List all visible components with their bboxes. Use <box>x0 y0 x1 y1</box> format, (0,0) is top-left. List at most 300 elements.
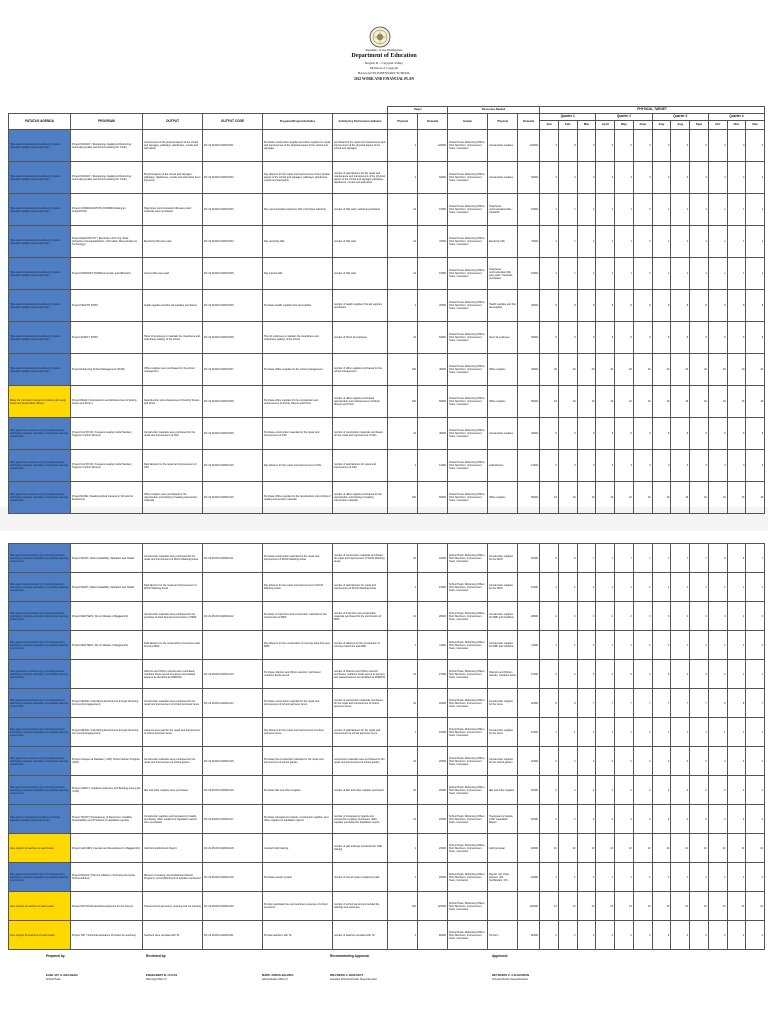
month-target-cell: 10 <box>690 834 709 863</box>
month-target-cell: 10 <box>727 834 746 863</box>
recommending-block <box>330 954 377 981</box>
month-target-cell: 20 <box>633 354 652 386</box>
human-resource-cell: School Head, Disbursing Officer, SGC Members, Improvement Team, Canvasser <box>448 776 488 805</box>
month-target-cell: 1 <box>540 194 559 226</box>
month-target-cell: 2 <box>727 747 746 776</box>
physical-resource-cell: Transparency boards, COR, Liquidation Report <box>488 805 518 834</box>
output-cell: Paid laborers for the repair and improvement of CRs <box>143 450 203 482</box>
month-target-cell: 2 <box>596 805 615 834</box>
target-financial-cell: 62000 <box>418 162 448 194</box>
month-target-cell: 8 <box>633 290 652 322</box>
month-target-cell: 2 <box>671 805 690 834</box>
month-target-cell: 20 <box>652 354 671 386</box>
month-target-cell: 1 <box>708 863 727 892</box>
program-cell: Project READ ( Reproduction and Enhancement of Activity sheets and Prints ) <box>71 386 143 418</box>
target-physical-cell: 160 <box>388 482 418 514</box>
target-financial-cell: 70000 <box>418 226 448 258</box>
month-target-cell: 2 <box>708 660 727 689</box>
col-output: OUTPUT <box>143 114 203 130</box>
month-target-cell: 1 <box>690 258 709 290</box>
kpi-cell: number of laborers for the construction of concrete trash bins and MRF <box>333 631 388 660</box>
month-target-cell: 1 <box>577 631 596 660</box>
month-target-cell: 2 <box>558 805 577 834</box>
reviewed-label: Reviewed by: <box>146 954 167 958</box>
month-target-cell: 1 <box>633 573 652 602</box>
col-material: Physical <box>488 114 518 130</box>
target-physical-cell: 10 <box>388 322 418 354</box>
target-physical-cell: 1 <box>388 718 418 747</box>
col-goal: PATATAG AGENDA <box>9 114 71 130</box>
month-target-cell: 1 <box>558 718 577 747</box>
month-target-cell: 1 <box>558 573 577 602</box>
month-target-cell: 4 <box>652 162 671 194</box>
month-target-cell: 5 <box>746 418 765 450</box>
month-target-cell: 2 <box>633 660 652 689</box>
month-target-cell: 2 <box>615 747 634 776</box>
month-target-cell: 3 <box>746 602 765 631</box>
output-cell: Office supplies were purchased for the reproduction and printing of reading intervention materials <box>143 482 203 514</box>
month-target-cell: 8 <box>558 544 577 573</box>
month-target-cell: 0 <box>596 130 615 162</box>
program-cell: Project COMMUNICATION (COMMUNicating an IntegrATION) <box>71 194 143 226</box>
month-target-cell: 3 <box>558 602 577 631</box>
physical-resource-cell: Construction supplies for the WinS <box>488 544 518 573</box>
program-cell: Project TAP ( Technical Assistance Provision for teachers) <box>71 921 143 950</box>
human-resource-cell: School Head, Disbursing Officer, SGC Members, Improvement Team, Canvasser <box>448 418 488 450</box>
month-target-cell: 2 <box>577 805 596 834</box>
goal-cell: Take good care of learners by promoting learners well-being, inclusive education, and positive learning environment <box>9 631 71 660</box>
program-cell: Project TRUST (Transparency of Resources, Usability, Sustainability and Timeliness of Liquidation reports) <box>71 805 143 834</box>
output-code-cell: DC 22-05-DM 102609-005 <box>203 258 263 290</box>
output-code-cell: DC 22-05-DM 102609-018 <box>203 834 263 863</box>
human-resource-cell: School Head, Disbursing Officer, SGC Members, Improvement Team, Canvasser <box>448 482 488 514</box>
month-target-cell: 16 <box>652 386 671 418</box>
month-target-cell: 1 <box>727 258 746 290</box>
month-target-cell: 2 <box>690 776 709 805</box>
month-target-cell: 20 <box>540 354 559 386</box>
month-target-cell: 1 <box>727 226 746 258</box>
month-target-cell: 16 <box>708 482 727 514</box>
month-target-cell: 1 <box>633 631 652 660</box>
month-target-cell: 1 <box>746 863 765 892</box>
month-target-cell: 20 <box>671 354 690 386</box>
month-target-cell: 4 <box>633 162 652 194</box>
human-resource-cell: School Head, Disbursing Officer, SGC Members, Improvement Team, Canvasser <box>448 834 488 863</box>
month-target-cell: 1 <box>671 573 690 602</box>
physical-resource-cell: Electricity bills <box>488 226 518 258</box>
month-target-cell: 4 <box>596 162 615 194</box>
month-target-cell: 1 <box>746 194 765 226</box>
month-target-cell: 1 <box>558 258 577 290</box>
goal-cell: Take good care of learners by promoting learners well-being, inclusive education, and positive learning environment <box>9 660 71 689</box>
signatories <box>0 954 768 1024</box>
ppa-cell: Purchase Office supplies for the reproduction and printing of reading intervention materials <box>263 482 333 514</box>
month-target-cell: 1 <box>652 573 671 602</box>
document-page-1 <box>0 0 768 507</box>
goal-cell: Take steps to accelerate the delivery of basic education facilities and environment <box>9 354 71 386</box>
output-cell: IEC and other supplies were purchased <box>143 776 203 805</box>
month-target-cell: 1 <box>746 660 765 689</box>
human-resource-cell: School Head, Disbursing Officer, SGC Members, Improvement Team, Canvasser <box>448 258 488 290</box>
resource-financial-cell: 20000 <box>518 290 540 322</box>
month-target-cell: 7 <box>690 544 709 573</box>
output-cell: Vitamins and Others utensils were purchased, nutritious foods served to learners and wasted learners be identified as PARDOS <box>143 660 203 689</box>
program-cell: Project RAISE ( Reading Actual Interests in Schools for Excellence) <box>71 482 143 514</box>
table-row <box>9 892 765 921</box>
month-target-cell: 2 <box>708 805 727 834</box>
goal-cell: Give support to teachers to teach better <box>9 892 71 921</box>
physical-resource-cell: GAD proposal <box>488 834 518 863</box>
month-target-cell: 1 <box>540 226 559 258</box>
month-target-cell: 16 <box>671 482 690 514</box>
month-target-cell: 3 <box>746 450 765 482</box>
program-cell: Project SAFETY FIRST <box>71 322 143 354</box>
month-target-cell: 8 <box>652 290 671 322</box>
program-cell: Project Enhancing School Management (STAR) <box>71 354 143 386</box>
month-target-cell: 1 <box>615 194 634 226</box>
month-target-cell: 1 <box>746 258 765 290</box>
goal-cell: Take steps to accelerate the delivery of basic education facilities and environment <box>9 805 71 834</box>
output-code-cell: DC 22-05-DM 102609-002 <box>203 162 263 194</box>
month-target-cell: 8 <box>727 544 746 573</box>
output-cell: Construction materials were purchased for the repair and improvement of school perimeter fence <box>143 689 203 718</box>
month-target-cell: 5 <box>652 418 671 450</box>
approved-label: Approved: <box>492 954 508 958</box>
output-code-cell: DC 22-05-DM 102609-016 <box>203 776 263 805</box>
month-target-cell: 3 <box>690 450 709 482</box>
month-target-cell: 2 <box>540 921 559 950</box>
goal-cell: Take steps to accelerate the delivery of basic education facilities and environment <box>9 290 71 322</box>
resource-financial-cell: 54000 <box>518 322 540 354</box>
month-target-cell: 0 <box>577 130 596 162</box>
resource-financial-cell: 62000 <box>518 162 540 194</box>
program-cell: Project ELECTRICITY ( Electricity LACT-ivity Tools, Interactive Conceptualization, Information Dissemination & Technology) <box>71 226 143 258</box>
month-target-cell: 1 <box>540 631 559 660</box>
resource-financial-cell: 20000 <box>518 805 540 834</box>
target-physical-cell: 12 <box>388 258 418 290</box>
republic-line: Republic of the Philippines <box>365 48 403 52</box>
month-target-cell: 5 <box>596 322 615 354</box>
physical-resource-cell: Office supplies <box>488 386 518 418</box>
month-target-cell: 10 <box>540 834 559 863</box>
human-resource-cell: School Head, Disbursing Officer, SGC Members, Improvement Team, Canvasser <box>448 660 488 689</box>
month-target-cell: 5 <box>727 418 746 450</box>
resource-financial-cell: 120000 <box>518 892 540 921</box>
human-resource-cell: School Head, Disbursing Officer, SGC Members, Improvement Team, Canvasser <box>448 718 488 747</box>
month-target-cell: 2 <box>671 776 690 805</box>
month-target-cell: 10 <box>652 834 671 863</box>
output-code-cell: DC 22-05-DM 102609-008 <box>203 386 263 418</box>
month-target-cell: 2 <box>652 747 671 776</box>
month-target-cell: 0 <box>652 130 671 162</box>
table-row <box>9 602 765 631</box>
month-target-cell: 8 <box>708 290 727 322</box>
month-target-cell: 5 <box>708 418 727 450</box>
month-target-cell: 1 <box>615 226 634 258</box>
goal-cell: Take steps to accelerate the delivery of basic education facilities and environment <box>9 130 71 162</box>
kpi-cell: number of paid laborers for repair and improvement of WinS/ Washing Areas <box>333 573 388 602</box>
target-financial-cell: 15000 <box>418 194 448 226</box>
approved-name: REYNANTE Z. CALIGUIRAN <box>492 973 529 977</box>
target-financial-cell: 10000 <box>418 718 448 747</box>
month-target-cell: 1 <box>727 573 746 602</box>
month-target-cell: 3 <box>577 660 596 689</box>
month-target-cell: 16 <box>596 386 615 418</box>
target-financial-cell: 20000 <box>418 747 448 776</box>
table-row <box>9 322 765 354</box>
target-physical-cell: 10 <box>388 689 418 718</box>
month-target-cell: 1 <box>577 718 596 747</box>
month-target-cell: 0 <box>708 130 727 162</box>
month-target-cell: 1 <box>596 226 615 258</box>
month-target-cell: 13 <box>727 892 746 921</box>
month-target-cell: 1 <box>708 226 727 258</box>
month-target-cell: 1 <box>558 226 577 258</box>
month-target-cell: 10 <box>596 834 615 863</box>
month-target-cell: 1 <box>615 258 634 290</box>
work-plan-table-continued <box>8 543 765 950</box>
month-target-cell: 8 <box>708 544 727 573</box>
output-cell: Improvement of the physical aspect of the school and signages, pathways, plantboxes, murals and wall paints <box>143 130 203 162</box>
month-target-cell: 20 <box>708 354 727 386</box>
month-target-cell: 2 <box>746 805 765 834</box>
month-target-cell: 3 <box>690 660 709 689</box>
month-target-cell: 20 <box>596 354 615 386</box>
month-target-cell: 20 <box>558 354 577 386</box>
month-target-cell: 0 <box>690 130 709 162</box>
month-target-cell: 10 <box>577 834 596 863</box>
month-target-cell: 5 <box>577 322 596 354</box>
goal-cell: Take steps to accelerate the delivery of basic education facilities and environment <box>9 162 71 194</box>
goal-cell: Give support to teachers to teach better <box>9 834 71 863</box>
month-target-cell: 2 <box>558 921 577 950</box>
month-target-cell: 5 <box>690 322 709 354</box>
human-resource-cell: School Head, Disbursing Officer, SGC Members, Improvement Team, Canvasser <box>448 631 488 660</box>
month-target-cell: 1 <box>690 631 709 660</box>
target-physical-cell: 10 <box>388 776 418 805</box>
month-target-cell: 0 <box>746 130 765 162</box>
month-target-cell: 8 <box>615 290 634 322</box>
month-target-cell: 8 <box>690 290 709 322</box>
ppa-cell: Purchase construction supplies and other supplies for repair and improvement of the physical aspect of the school and signages <box>263 130 333 162</box>
month-target-cell: 1 <box>652 194 671 226</box>
goal-cell: Take good care of learners by promoting learners well-being, inclusive education, and positive learning environment <box>9 482 71 514</box>
month-jun: June <box>633 121 652 130</box>
program-cell: Project DAKDAY ( Developing, Adapting & Reforming, Grounding Quality and Accommodating for Youth) <box>71 130 143 162</box>
output-cell: Reproduction and enhancement of Activity Sheets and Prints <box>143 386 203 418</box>
month-target-cell: 2 <box>615 776 634 805</box>
goal-cell: Take steps to accelerate the delivery of basic education facilities and environment <box>9 194 71 226</box>
resource-financial-cell: 15000 <box>518 194 540 226</box>
ppa-cell: Purchase sounds system <box>263 863 333 892</box>
program-cell: Project FLUSH CR ( Frequent Lasting Useful Sanitary Hygienic Comfort Rooms) <box>71 450 143 482</box>
physical-resource-cell: Construction supplies <box>488 162 518 194</box>
month-target-cell: 2 <box>652 805 671 834</box>
output-cell: Laborers were paid for the repair and improvement of school perimeter fence <box>143 718 203 747</box>
output-cell: Electricity bills were paid <box>143 226 203 258</box>
month-target-cell: 4 <box>577 162 596 194</box>
target-physical-cell: 1 <box>388 162 418 194</box>
kpi-cell: construction materials were purchased for the repair and improvement of school garden <box>333 747 388 776</box>
kpi-cell: number of paid laborers for the repair and maintenance and improvement of the physical aspect of the school and signages pathways, plantboxes, murals and wall paints <box>333 162 388 194</box>
month-target-cell: 2 <box>577 747 596 776</box>
resource-financial-cell: 40000 <box>518 418 540 450</box>
month-target-cell: 2 <box>727 602 746 631</box>
goal-cell: Take steps to accelerate the delivery of basic education facilities and environment <box>9 258 71 290</box>
col-output-code: OUTPUT CODE <box>203 114 263 130</box>
target-financial-cell: 11000 <box>418 631 448 660</box>
output-code-cell: DC 22-05-DM 102609-006 <box>203 290 263 322</box>
month-target-cell: 5 <box>615 418 634 450</box>
month-target-cell: 1 <box>633 194 652 226</box>
resource-financial-cell: 122000 <box>518 130 540 162</box>
table-row <box>9 258 765 290</box>
physical-resource-cell: Telephone/ communication bills were paid / Cellcards purchased <box>488 258 518 290</box>
month-target-cell: 1 <box>708 573 727 602</box>
month-target-cell: 1 <box>690 863 709 892</box>
month-target-cell: 7 <box>652 689 671 718</box>
month-target-cell: 16 <box>558 386 577 418</box>
target-financial-cell: 15000 <box>418 258 448 290</box>
month-target-cell: 4 <box>671 162 690 194</box>
month-target-cell: 7 <box>633 544 652 573</box>
month-target-cell: 0 <box>615 130 634 162</box>
target-physical-cell: 10 <box>388 418 418 450</box>
output-code-cell: DC 22-05-DM 102609-007 <box>203 354 263 386</box>
physical-target-header: PHYSICAL TARGET <box>540 107 765 114</box>
table-row <box>9 544 765 573</box>
month-target-cell: 1 <box>633 863 652 892</box>
kpi-cell: number of Vitamins and Others utensils purchased, nutritious foods served to learners and wasted learners be identified as PARDOS <box>333 660 388 689</box>
month-target-cell: 10 <box>746 834 765 863</box>
target-financial-cell: 40000 <box>418 544 448 573</box>
month-target-cell: 2 <box>615 921 634 950</box>
month-target-cell: 1 <box>596 718 615 747</box>
month-target-cell: 10 <box>615 834 634 863</box>
human-resource-cell: School Head, Disbursing Officer, SGC Members, Improvement Team, Canvasser <box>448 450 488 482</box>
ppa-cell: Purchase construction materials for the repair and improvement of CRs <box>263 418 333 450</box>
output-code-cell: DC 22-05-DM 102609-010 <box>203 450 263 482</box>
month-target-cell: 8 <box>540 290 559 322</box>
target-physical-cell: 200 <box>388 354 418 386</box>
month-target-cell: 1 <box>540 258 559 290</box>
target-financial-cell: 40000 <box>418 689 448 718</box>
month-target-cell: 13 <box>652 892 671 921</box>
program-cell <box>71 660 143 689</box>
target-physical-cell: 12 <box>388 226 418 258</box>
month-target-cell: 3 <box>633 450 652 482</box>
ppa-cell: Pay laborers for the repair and improvement of WinS/ Washing Areas <box>263 573 333 602</box>
col-physical: Physical <box>388 114 418 130</box>
month-target-cell: 16 <box>671 386 690 418</box>
month-target-cell: 16 <box>690 482 709 514</box>
month-feb: Feb <box>558 121 577 130</box>
month-target-cell: 5 <box>727 322 746 354</box>
goal-cell: Take good care of learners by promoting learners well-being, inclusive education, and positive learning environment <box>9 450 71 482</box>
month-target-cell: 10 <box>633 834 652 863</box>
division-line: Division of Cagayan <box>369 66 399 70</box>
kpi-cell: number of bills paid / cellcards purchased <box>333 194 388 226</box>
month-target-cell: 2 <box>633 805 652 834</box>
month-jan: Jan <box>540 121 559 130</box>
month-target-cell: 13 <box>671 892 690 921</box>
month-target-cell: 2 <box>558 776 577 805</box>
target-physical-cell: 1 <box>388 290 418 322</box>
program-cell: Project PDP (Professional Development for the Future) <box>71 892 143 921</box>
month-target-cell: 2 <box>727 921 746 950</box>
col-human: Human <box>448 114 488 130</box>
deped-seal-icon <box>368 26 392 48</box>
month-apr: April <box>596 121 615 130</box>
ppa-cell: Hire 10 employee to maintain the cleanliness and orderliness (safety) of the school <box>263 322 333 354</box>
goal-cell: Take good care of learners by promoting learners well-being, inclusive education, and positive learning environment <box>9 418 71 450</box>
output-cell: Trained school personnel, learning and not learning <box>143 892 203 921</box>
month-target-cell: 3 <box>633 602 652 631</box>
month-target-cell: 7 <box>577 544 596 573</box>
month-target-cell: 20 <box>746 354 765 386</box>
table-row <box>9 660 765 689</box>
month-target-cell: 7 <box>615 544 634 573</box>
month-target-cell: 1 <box>708 258 727 290</box>
human-resource-cell: School Head, Disbursing Officer, SGC Members, Improvement Team, Canvasser <box>448 689 488 718</box>
table-row <box>9 747 765 776</box>
month-target-cell: 3 <box>540 660 559 689</box>
col-kpi: Activity Key Performance Indicator <box>333 114 388 130</box>
month-target-cell: 5 <box>540 418 559 450</box>
human-resource-cell: School Head, Disbursing Officer, SGC Members, Improvement Team, Canvasser <box>448 194 488 226</box>
month-target-cell: 8 <box>708 689 727 718</box>
col-program: PROGRAM <box>71 114 143 130</box>
month-target-cell: 1 <box>671 194 690 226</box>
reviewed-position: Planning Officer III <box>146 978 167 981</box>
month-target-cell: 20 <box>615 354 634 386</box>
col-ppa: Programs/Projects/Activities <box>263 114 333 130</box>
month-target-cell: 7 <box>671 544 690 573</box>
month-target-cell: 13 <box>633 892 652 921</box>
human-resource-cell: School Head, Disbursing Officer, SGC Members, Improvement Team, Contractor <box>448 863 488 892</box>
human-resource-cell: School Head, Disbursing Officer, SGC Members, Improvement Team, Canvasser <box>448 602 488 631</box>
month-target-cell: 2 <box>615 805 634 834</box>
month-target-cell: 16 <box>633 482 652 514</box>
kpi-cell: number of IEC and other supplies purchased <box>333 776 388 805</box>
output-code-cell <box>203 631 263 660</box>
month-target-cell: 2 <box>690 747 709 776</box>
month-target-cell: 1 <box>633 718 652 747</box>
resource-financial-cell: 20000 <box>518 863 540 892</box>
program-cell: Project GABAY ( Guidance Advocacy and Bonding Among the Youth) <box>71 776 143 805</box>
output-cell: Construction materials were purchased for the repair and improvement of CRs <box>143 418 203 450</box>
human-resource-cell: School Head, Disbursing Officer, SGC Members, Improvement Team, Canvasser <box>448 226 488 258</box>
table-row <box>9 921 765 950</box>
reviewed-by-block <box>146 954 177 981</box>
month-target-cell: 16 <box>615 482 634 514</box>
ppa-cell: Pay internet bills <box>263 258 333 290</box>
output-code-cell: DC 22-05-DM 102609-010 <box>203 482 263 514</box>
physical-resource-cell: Office supplies <box>488 354 518 386</box>
month-target-cell: 2 <box>727 776 746 805</box>
month-target-cell: 1 <box>708 194 727 226</box>
month-target-cell: 1 <box>558 631 577 660</box>
month-target-cell: 20 <box>690 354 709 386</box>
month-target-cell: 2 <box>633 776 652 805</box>
target-physical-cell: 1 <box>388 834 418 863</box>
month-target-cell: 1 <box>615 718 634 747</box>
quarter-2-header: Quarter 2 <box>596 114 652 121</box>
month-target-cell: 1 <box>558 194 577 226</box>
target-physical-cell: 10 <box>388 544 418 573</box>
month-target-cell: 2 <box>708 747 727 776</box>
month-target-cell: 7 <box>690 689 709 718</box>
